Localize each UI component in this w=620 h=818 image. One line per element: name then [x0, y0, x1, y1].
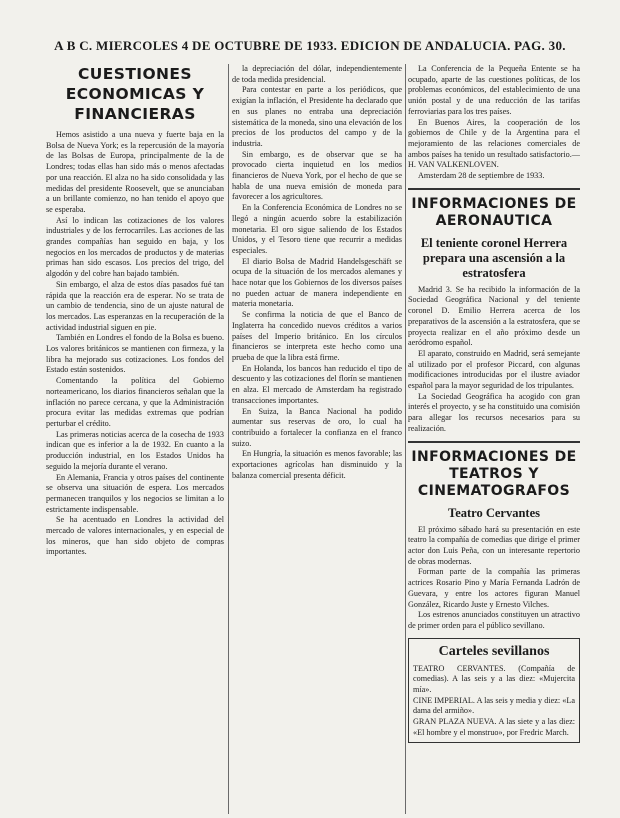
paragraph: Se ha acentuado en Londres la actividad del mercado de valores internacionales, y en especial de los mineros, que han sido objeto de compras importantes.	[46, 515, 224, 557]
column-finance-continued	[232, 64, 402, 814]
listing-line: CINE IMPERIAL. A las seis y media y diez: «La dama del armiño».	[413, 695, 575, 716]
article-title: CUESTIONES ECONOMICAS Y FINANCIERAS	[65, 65, 205, 123]
listing-line: TEATRO CERVANTES. (Compañía de comedias). A las seis y a las diez: «Mujercita mía».	[413, 663, 575, 695]
paragraph: Sin embargo, es de observar que se ha provocado cierta inquietud en los medios financieros de Nueva York, por el hecho de que se habla de una nueva emisión de moneda para favorecer a los agricultores.	[232, 149, 402, 202]
paragraph: El aparato, construido en Madrid, será semejante al utilizado por el profesor Piccard, con algunas modificaciones introducidas por el ilustre aviador español para la mayor seguridad de los tripulantes.	[408, 348, 580, 391]
column-news	[408, 64, 580, 814]
paragraph: En Hungría, la situación es menos favorable; las exportaciones agrícolas han disminuido y la balanza comercial presenta déficit.	[232, 449, 402, 480]
column-finance	[46, 64, 224, 814]
listing-line: GRAN PLAZA NUEVA. A las siete y a las diez: «El hombre y el monstruo», por Fredric March.	[413, 717, 575, 737]
column-divider	[228, 64, 229, 814]
column-divider	[405, 64, 406, 814]
paragraph: En la Conferencia Económica de Londres no se llegó a ningún acuerdo sobre la estabilización monetaria. El oro sigue saliendo de los Estados Unidos, y el Tesoro tiene que recurrir a medidas especiales.	[232, 203, 402, 255]
paragraph: Las primeras noticias acerca de la cosecha de 1933 indican que es inferior a la de 1932. En cuanto a la producción industrial, en los Estados Unidos ha seguido la mejoría durante el verano.	[46, 429, 224, 471]
paragraph: Madrid 3. Se ha recibido la información de la Sociedad Geográfica Nacional y del teniente coronel D. Emilio Herrera acerca de los preparativos de la ascensión a la estratosfera, que se proyecta realizar en el año próximo desde un aeródromo español.	[408, 284, 580, 348]
paragraph: Forman parte de la compañía las primeras actrices Rosario Pino y María Fernanda Ladrón de Guevara, y entre los actores figuran Manuel González, Ricardo Juste y Ernesto Vilches.	[408, 567, 580, 609]
paragraph: Sin embargo, el alza de estos días pasados fué tan rápida que la reacción era de esperar. No se trata de un cambio de tendencia, sino de un ajuste natural de los mercados. Las esperanzas en la recuperación de la actividad industrial siguen en pie.	[46, 279, 224, 332]
paragraph: En Alemania, Francia y otros países del continente se observa una situación de espera. Los mercados permanecen tranquilos y los negocios se limitan a lo estrictamente indispensable.	[46, 472, 224, 514]
paragraph: La Conferencia de la Pequeña Entente se ha ocupado, aparte de las cuestiones políticas, de los problemas económicos, del establecimiento de una unión postal y de una reducción de las tarifas ferroviarias para los tres países.	[408, 64, 580, 116]
paragraph: la depreciación del dólar, independientemente de toda medida presidencial.	[232, 64, 402, 84]
paragraph: Comentando la política del Gobierno norteamericano, los diarios financieros señalan que la inflación no parece cercana, y que la Administración procura evitar las medidas extremas que podrían perturbar el crédito.	[46, 376, 224, 428]
section-title-aero: INFORMACIONES DE AERONAUTICA	[411, 195, 577, 229]
section-rule	[408, 188, 580, 190]
paragraph: Los estrenos anunciados constituyen un atractivo de primer orden para el público sevillano.	[408, 610, 580, 630]
dateline: Amsterdam 28 de septiembre de 1933.	[418, 171, 545, 181]
article-subhead: Teatro Cervantes	[448, 505, 540, 520]
page-header: A B C. MIERCOLES 4 DE OCTUBRE DE 1933. EDICION DE ANDALUCIA. PAG. 30.	[54, 38, 566, 53]
paragraph: También en Londres el fondo de la Bolsa es bueno. Los valores británicos se mantienen con firmeza, y la libra ha mejorado sus cotizaciones. Los fondos del Estado están sostenidos.	[46, 333, 224, 375]
paragraph: En Buenos Aires, la cooperación de los gobiernos de Chile y de la Argentina para el mejoramiento de las relaciones comerciales de ambos países ha tenido un resultado satisfactorio.—H. VAN VALKENLOVEN.	[408, 117, 580, 170]
paragraph: Hemos asistido a una nueva y fuerte baja en la Bolsa de Nueva York; es la repercusión de la mayoría de las Bolsas de Europa, principalmente de la de Londres; todas ellas han sido más o menos afectadas por una reacción. El alza no ha sido consolidada y las medidas del presidente Roosevelt, que se anunciaban a un brillante comienzo, no han tenido el apoyo que se esperaba.	[46, 130, 224, 214]
section-rule	[408, 441, 580, 443]
paragraph: Para contestar en parte a los periódicos, que exigían la inflación, el Presidente ha declarado que en sus planes no entraba una depreciación sistemática de la moneda, sino una elevación de los precios de los productos del campo y de la industria.	[232, 85, 402, 148]
article-subhead: El teniente coronel Herrera prepara una ascensión a la estratosfera	[420, 235, 568, 280]
paragraph: La Sociedad Geográfica ha acogido con gran interés el proyecto, y se ha constituido una comisión para allegar los recursos necesarios para su realización.	[408, 391, 580, 433]
paragraph: En Suiza, la Banca Nacional ha podido aumentar sus reservas de oro, lo cual ha contribuido a fortalecer la confianza en el franco suizo.	[232, 406, 402, 448]
paragraph: Se confirma la noticia de que el Banco de Inglaterra ha concedido nuevos créditos a varios países del Imperio británico. En los círculos financieros se interpreta este hecho como una prueba de que la libra está firme.	[232, 310, 402, 362]
paragraph: El próximo sábado hará su presentación en este teatro la compañía de comedias que dirige el primer actor don Luis Peña, con un interesante repertorio de obras modernas.	[408, 524, 580, 566]
carteles-box	[408, 638, 580, 743]
paragraph: El diario Bolsa de Madrid Handelsgeschäft se ocupa de la situación de los mercados alemanes y hace notar que los Gobiernos de los diversos países no pueden actuar de manera independiente en materia monetaria.	[232, 256, 402, 309]
paragraph: Así lo indican las cotizaciones de los valores industriales y de los ferrocarriles. Las acciones de las grandes compañías han seguido en baja, y los negocios en los mercados de productos y de materias primas han sido escasos. Los precios del trigo, del algodón y del cobre han bajado también.	[46, 215, 224, 279]
section-title-teatros: INFORMACIONES DE TEATROS Y CINEMATOGRAFOS	[411, 448, 577, 499]
paragraph: En Holanda, los bancos han reducido el tipo de descuento y las cotizaciones del florín se mantienen en alza. El mercado de Amsterdam ha registrado transacciones importantes.	[232, 363, 402, 405]
carteles-title: Carteles sevillanos	[438, 643, 550, 659]
